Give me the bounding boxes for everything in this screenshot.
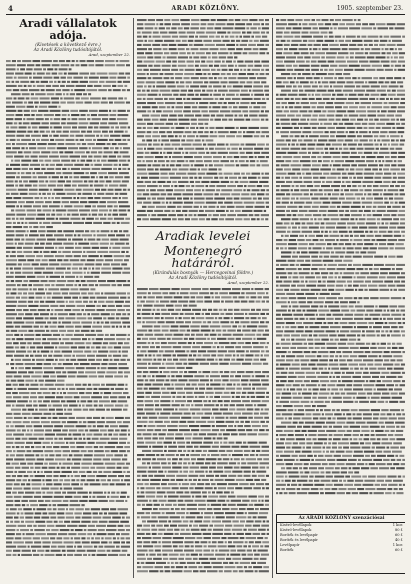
- body-text-lines: [6, 59, 130, 559]
- article-headline: Aradi vállalatok adója.: [19, 18, 117, 42]
- column-3: [276, 18, 405, 578]
- article-source: Az Aradi Közlöny tudósítójától.: [33, 48, 103, 53]
- article-source: Az Aradi Közlöny tudósítójától.: [168, 276, 238, 282]
- body-text-lines: [137, 287, 269, 577]
- newspaper-page: [6, 4, 405, 580]
- column-divider: [272, 18, 273, 578]
- column-2: [137, 18, 269, 578]
- body-text-lines: [276, 18, 405, 498]
- article-dateline: Arad, szeptember 22.: [227, 280, 269, 286]
- ad-row-value: 60 f.: [394, 548, 403, 553]
- article-subheadline: (Kirándulás bosnyák — Hercegovinai földre.): [152, 271, 254, 277]
- ad-row-value: 1 kor.: [392, 543, 403, 548]
- article-subheadline: (Kivetések a következő évre.): [35, 43, 101, 48]
- ad-row-label: Boríték és levélpapír: [280, 538, 318, 543]
- article-dateline: Arad, szeptember 22.: [88, 52, 130, 57]
- masthead: [6, 4, 405, 15]
- ad-title: Az ARADI KÖZLÖNY szenzációsai: [277, 515, 405, 523]
- article-separator: [137, 226, 269, 227]
- page-number: 4: [8, 4, 13, 13]
- ad-row-value: 1 kor.: [392, 523, 403, 528]
- newspaper-title: ARADI KÖZLÖNY.: [171, 5, 240, 12]
- ad-row-label: Levélpapír: [280, 543, 300, 548]
- ad-row-label: Kisérő-levéllapok: [280, 528, 312, 533]
- issue-date: 1905. szeptember 23.: [336, 5, 403, 12]
- ad-row-value: 40 f.: [394, 538, 403, 543]
- ad-row-label: Kisérő-levéllapok: [280, 523, 312, 528]
- ad-row-label: Boríték és levélpapír: [280, 533, 318, 538]
- body-text-lines: [137, 18, 269, 223]
- column-1: [6, 18, 130, 578]
- ad-row-value: 60 f.: [394, 533, 403, 538]
- ad-row: [277, 548, 405, 553]
- advertisement-box: [276, 514, 405, 574]
- article-body: [6, 59, 130, 560]
- article-headline: Montenegró határáról.: [164, 243, 242, 271]
- column-divider: [133, 18, 134, 578]
- article-headline: Aradiak levelei: [155, 228, 251, 244]
- ad-row-value: 80 f.: [394, 528, 403, 533]
- ad-row-label: Boríték: [280, 548, 294, 553]
